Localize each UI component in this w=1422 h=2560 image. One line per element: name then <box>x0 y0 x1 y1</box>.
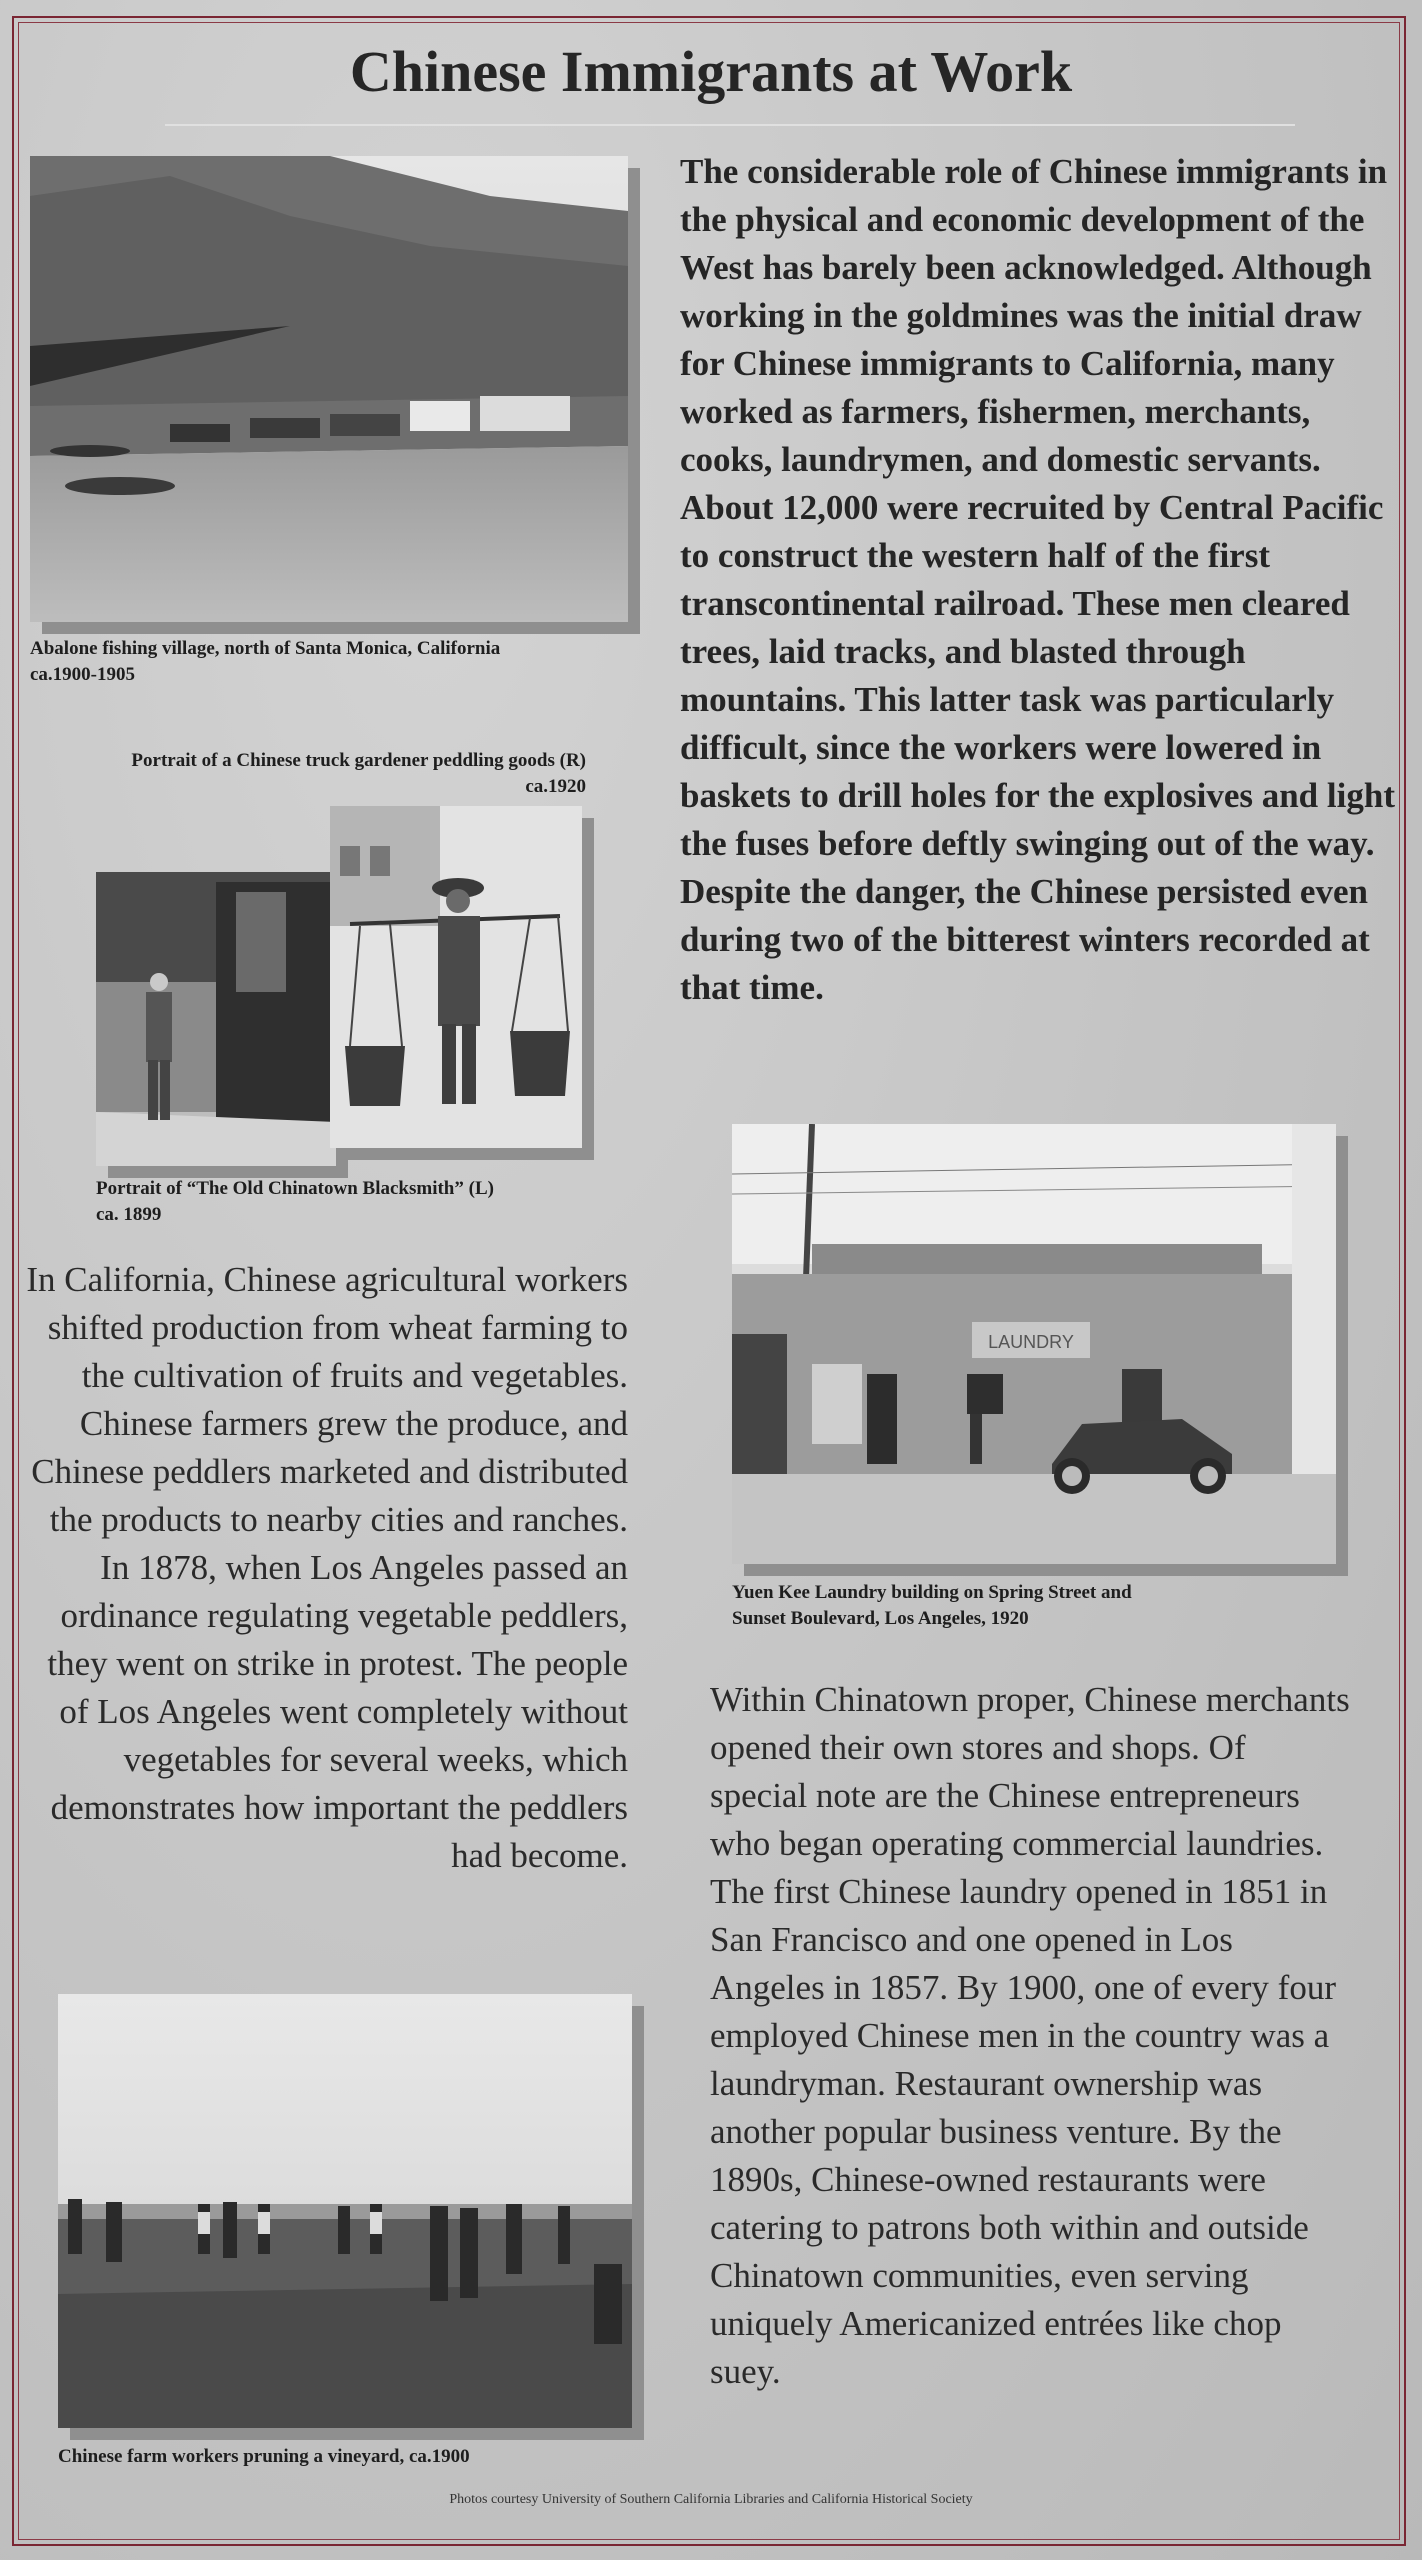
chinatown-paragraph: Within Chinatown proper, Chinese merchants opened their own stores and shops. Of special note are the Chinese entrepreneurs who began operating commercial laundries. The first Chinese laundry opened in 1851 in San Francisco and one opened in Los Angeles in 1857. By 1900, one of every four employed Chinese men in the country was a laundryman. Restaurant ownership was another popular business venture. By the 1890s, Chinese-owned restaurants were catering to patrons both within and outside Chinatown communities, even serving uniquely Americanized entrées like chop suey. <box>710 1680 1350 2391</box>
vineyard-photo-caption: Chinese farm workers pruning a vineyard, ca.1900 <box>58 2446 470 2467</box>
photo-credit: Photos courtesy University of Southern California Libraries and California Historical Society <box>449 2492 973 2507</box>
abalone-photo-caption: Abalone fishing village, north of Santa Monica, California ca.1900-1905 <box>30 638 501 685</box>
abalone-village-photo <box>30 156 628 622</box>
page-title: Chinese Immigrants at Work <box>349 39 1073 104</box>
blacksmith-photo-caption: Portrait of “The Old Chinatown Blacksmith” (L) ca. 1899 <box>96 1178 494 1225</box>
gardener-photo-caption: Portrait of a Chinese truck gardener peddling goods (R) ca.1920 <box>131 750 586 797</box>
intro-paragraph: The considerable role of Chinese immigrants in the physical and economic development of the West has barely been acknowledged. Although working in the goldmines was the initial draw for Chinese immigrants to California, many worked as farmers, fishermen, merchants, cooks, laundrymen, and domestic servants. About 12,000 were recruited by Central Pacific to construct the western half of the first transcontinental railroad. These men cleared trees, laid tracks, and blasted through mountains. This latter task was particularly difficult, since the workers were lowered in baskets to drill holes for the explosives and light the fuses before deftly swinging out of the way. Despite the danger, the Chinese persisted even during two of the bitterest winters recorded at that time. <box>680 152 1395 1007</box>
blacksmith-photo <box>96 872 336 1166</box>
yuen-kee-laundry-photo <box>732 1124 1336 1564</box>
agriculture-paragraph: In California, Chinese agricultural workers shifted production from wheat farming to the cultivation of fruits and vegetables. Chinese farmers grew the produce, and Chinese peddlers marketed and distributed the products to nearby cities and ranches. In 1878, when Los Angeles passed an ordinance regulating vegetable peddlers, they went on strike in protest. The people of Los Angeles went completely without vegetables for several weeks, which demonstrates how important the peddlers had become. <box>26 1260 628 1875</box>
laundry-photo-caption: Yuen Kee Laundry building on Spring Street and Sunset Boulevard, Los Angeles, 1920 <box>732 1582 1132 1629</box>
laundry-sign-text: LAUNDRY <box>988 1332 1074 1352</box>
vineyard-workers-photo <box>58 1994 632 2428</box>
title-divider <box>165 124 1295 126</box>
truck-gardener-photo <box>330 806 582 1148</box>
